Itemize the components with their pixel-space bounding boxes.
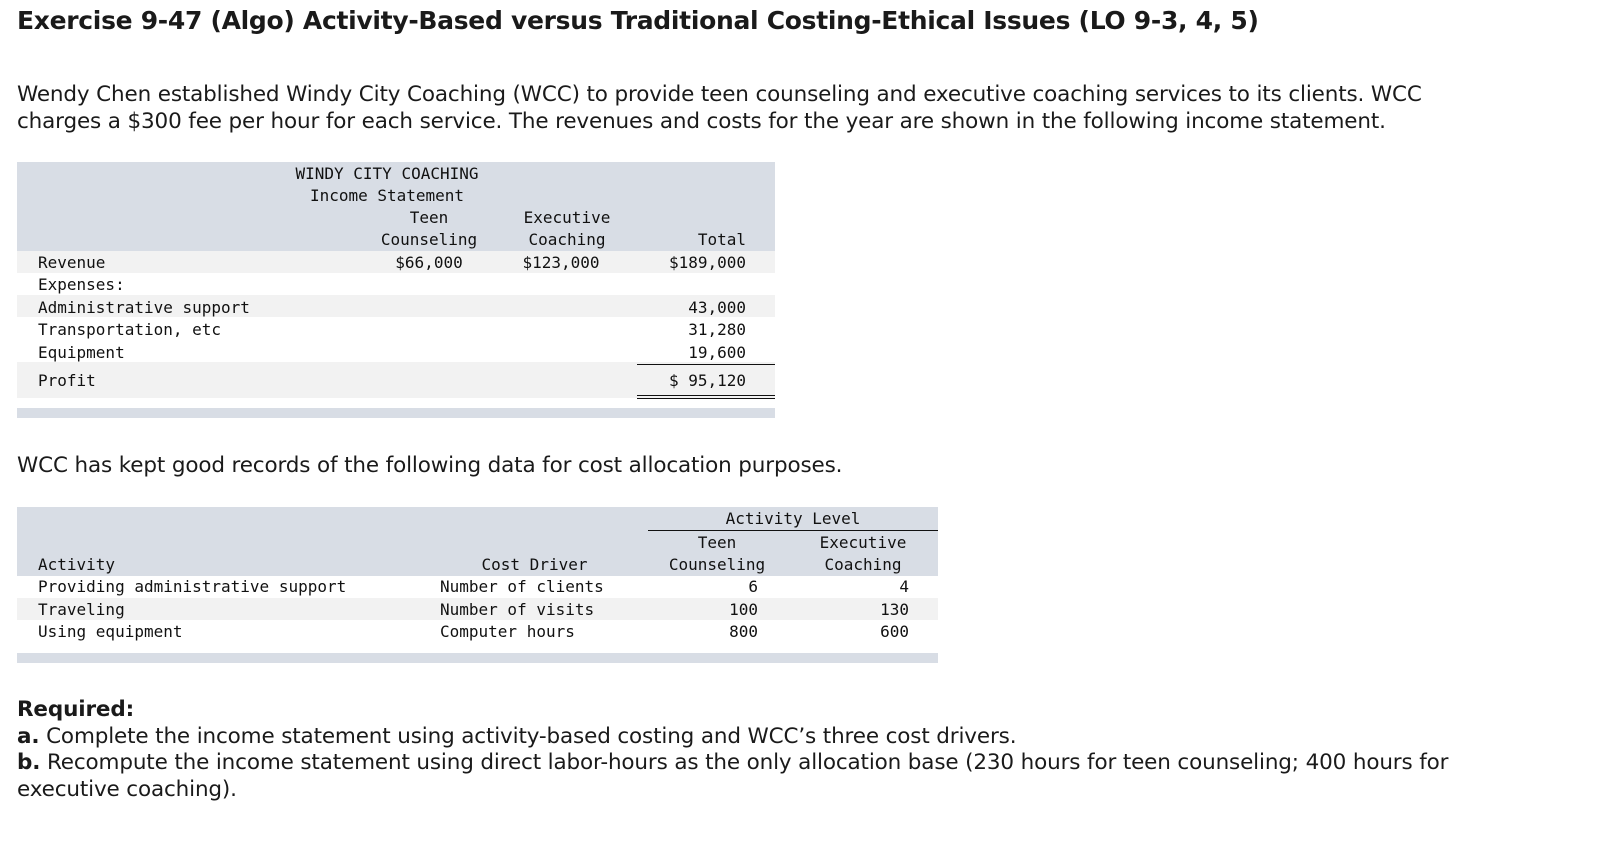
teen-level: 6 [748,577,758,596]
col-header-counseling: Counseling [380,230,478,249]
cell-value: $66,000 [395,253,463,272]
col-header-teen: Teen [697,533,737,552]
activity-table [17,507,938,663]
col-header-cost-driver: Cost Driver [481,555,588,574]
teen-level: 100 [729,600,758,619]
activity-name: Using equipment [38,622,183,641]
row-label: Revenue [38,253,106,272]
requirement-a [17,724,1497,751]
col-header-activity: Activity [38,555,116,574]
activity-name: Traveling [38,600,125,619]
exec-level: 130 [880,600,909,619]
cost-driver: Computer hours [440,622,575,641]
cell-value: $189,000 [668,253,746,272]
requirement-a-label: a. [17,723,40,749]
statement-name: Income Statement [309,186,465,205]
company-name: WINDY CITY COACHING [295,164,479,183]
records-paragraph: WCC has kept good records of the following data for cost allocation purposes. [17,453,843,478]
cell-value: $ 95,120 [668,371,746,390]
group-header-rule [648,530,938,531]
activity-level-header: Activity Level [725,509,861,528]
row-label: Expenses: [38,275,125,294]
table-footer-bar [17,653,938,663]
col-header-teen: Teen [409,208,449,227]
col-header-counseling: Counseling [668,555,766,574]
table-footer-bar [17,408,775,418]
row-label: Equipment [38,343,125,362]
requirement-b-text: Recompute the income statement using direct labor-hours as the only allocation base (230 hours for teen counseling; 400 hours for executive coaching). [17,750,1449,802]
cost-driver: Number of visits [440,600,595,619]
income-statement-table [17,162,775,418]
exec-level: 600 [880,622,909,641]
requirement-a-text: Complete the income statement using activity-based costing and WCC’s three cost drivers. [39,723,1017,749]
col-header-total: Total [697,230,746,249]
teen-level: 800 [729,622,758,641]
double-rule-top [637,395,775,396]
required-heading: Required: [17,697,135,722]
cell-value: 31,280 [688,320,746,339]
intro-paragraph: Wendy Chen established Windy City Coaching (WCC) to provide teen counseling and executive coaching services to its clients. WCC charges a $300 fee per hour for each service. The revenues and costs for the year are shown in the following income statement. [17,82,1422,134]
row-label: Administrative support [38,298,250,317]
requirement-b [17,750,1497,803]
row-label: Profit [38,371,96,390]
col-header-executive: Executive [523,208,611,227]
activity-name: Providing administrative support [38,577,347,596]
double-rule-bottom [637,398,775,399]
exec-level: 4 [899,577,909,596]
cell-value: 43,000 [688,298,746,317]
required-section [17,697,1497,803]
cell-value: 19,600 [688,343,746,362]
cost-driver: Number of clients [440,577,604,596]
cell-value: $123,000 [522,253,600,272]
col-header-executive: Executive [819,533,907,552]
requirement-b-label: b. [17,750,41,775]
col-header-coaching: Coaching [528,230,606,249]
row-label: Transportation, etc [38,320,222,339]
col-header-coaching: Coaching [824,555,902,574]
subtotal-rule [637,364,775,365]
exercise-title: Exercise 9-47 (Algo) Activity-Based versus Traditional Costing-Ethical Issues (LO 9-3, 4, 5) [17,6,1259,35]
